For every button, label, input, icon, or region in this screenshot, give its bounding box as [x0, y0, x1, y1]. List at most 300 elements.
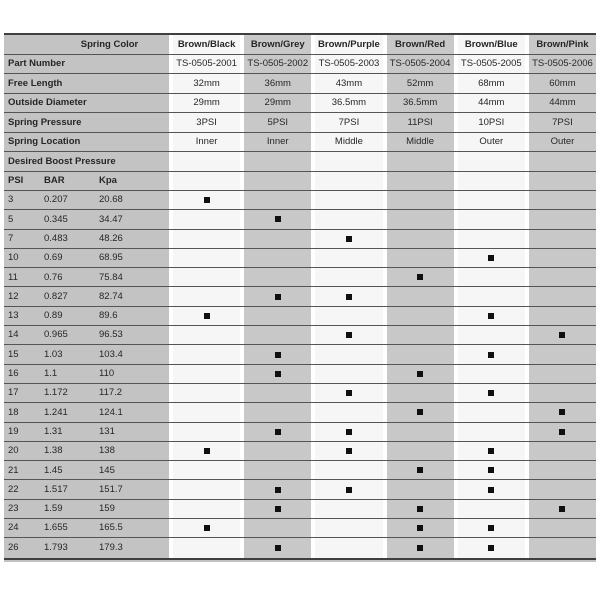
boost-label-cell: [4, 191, 169, 209]
unit-psi-header: PSI: [8, 175, 24, 186]
boost-cell: [311, 384, 382, 402]
boost-cell: [240, 249, 311, 267]
boost-label-cell: [4, 307, 169, 325]
spec-value: Inner: [266, 136, 289, 147]
selection-mark: [346, 487, 352, 493]
selection-mark: [346, 390, 352, 396]
empty-cell: [169, 152, 240, 171]
bar-value: 1.1: [44, 368, 58, 380]
boost-row: [4, 519, 596, 538]
column-header-row: [4, 35, 596, 55]
boost-cell: [169, 268, 240, 286]
boost-cell: [240, 423, 311, 441]
boost-cell: [383, 461, 454, 479]
boost-cell: [169, 384, 240, 402]
boost-cell: [311, 423, 382, 441]
selection-mark: [275, 371, 281, 377]
boost-label-cell: [4, 500, 169, 518]
kpa-value: 103.4: [99, 348, 123, 360]
column-header-brown-blue: [454, 35, 525, 54]
selection-mark: [488, 390, 494, 396]
empty-cell: [454, 152, 525, 171]
psi-value: 17: [8, 387, 19, 399]
spec-value: TS-0505-2005: [460, 58, 522, 69]
boost-cell: [525, 326, 596, 344]
boost-cell: [454, 326, 525, 344]
boost-label-cell: [4, 442, 169, 460]
boost-cell: [311, 249, 382, 267]
boost-cell: [525, 500, 596, 518]
boost-cell: [240, 326, 311, 344]
boost-cell: [454, 307, 525, 325]
boost-cell: [454, 500, 525, 518]
kpa-value: 151.7: [99, 483, 123, 495]
selection-mark: [417, 409, 423, 415]
boost-row: [4, 307, 596, 326]
boost-label-cell: [4, 230, 169, 248]
boost-row: [4, 500, 596, 519]
boost-cell: [311, 538, 382, 557]
corner-header: [4, 35, 169, 54]
spec-value: Outer: [479, 136, 504, 147]
column-header-brown-black: [169, 35, 240, 54]
empty-cell: [383, 172, 454, 191]
boost-cell: [383, 287, 454, 305]
spec-value: 68mm: [478, 77, 505, 89]
spec-row: [4, 55, 596, 75]
empty-cell: [525, 152, 596, 171]
spec-value: 60mm: [549, 77, 576, 89]
boost-cell: [311, 326, 382, 344]
boost-row: [4, 423, 596, 442]
boost-cell: [383, 442, 454, 460]
column-header-label: Brown/Grey: [250, 38, 305, 50]
boost-cell: [525, 480, 596, 498]
spec-value-cell: [383, 113, 454, 132]
unit-header-row: [4, 172, 596, 192]
boost-cell: [169, 230, 240, 248]
unit-header-cell: [4, 172, 169, 191]
selection-mark: [275, 429, 281, 435]
boost-cell: [240, 345, 311, 363]
spec-value: 44mm: [549, 97, 576, 108]
boost-label-cell: [4, 210, 169, 228]
boost-label-cell: [4, 365, 169, 383]
psi-value: 16: [8, 368, 19, 380]
spec-value: 44mm: [478, 97, 505, 108]
psi-value: 23: [8, 503, 19, 515]
boost-row: [4, 345, 596, 364]
boost-cell: [525, 538, 596, 557]
kpa-value: 20.68: [99, 194, 123, 206]
spec-value: TS-0505-2001: [176, 58, 237, 69]
psi-value: 20: [8, 445, 19, 457]
psi-value: 7: [8, 232, 14, 244]
psi-value: 19: [8, 425, 19, 437]
boost-row: [4, 326, 596, 345]
selection-mark: [559, 429, 565, 435]
spec-value: TS-0505-2004: [389, 58, 451, 69]
boost-row: [4, 230, 596, 249]
boost-row: [4, 384, 596, 403]
spec-value: 3PSI: [196, 116, 217, 128]
boost-cell: [454, 461, 525, 479]
boost-cell: [240, 480, 311, 498]
boost-cell: [525, 423, 596, 441]
boost-cell: [525, 268, 596, 286]
boost-cell: [311, 403, 382, 421]
kpa-value: 110: [99, 368, 115, 380]
spec-value-cell: [311, 94, 382, 113]
spec-value-cell: [169, 74, 240, 93]
psi-value: 21: [8, 464, 19, 476]
boost-cell: [311, 519, 382, 537]
boost-cell: [525, 287, 596, 305]
selection-mark: [346, 448, 352, 454]
bar-value: 0.76: [44, 271, 63, 283]
selection-mark: [488, 448, 494, 454]
spec-label: Spring Location: [8, 136, 81, 147]
boost-label-cell: [4, 423, 169, 441]
selection-mark: [275, 352, 281, 358]
spec-label-cell: [4, 74, 169, 93]
bar-value: 1.793: [44, 542, 68, 554]
boost-cell: [525, 345, 596, 363]
kpa-value: 138: [99, 445, 115, 457]
boost-cell: [454, 287, 525, 305]
boost-cell: [525, 210, 596, 228]
boost-cell: [311, 191, 382, 209]
boost-label-cell: [4, 268, 169, 286]
boost-cell: [311, 365, 382, 383]
spec-value: TS-0505-2006: [532, 58, 593, 69]
spec-row: [4, 94, 596, 114]
boost-row: [4, 249, 596, 268]
bar-value: 0.207: [44, 194, 68, 206]
spec-value-cell: [454, 55, 525, 74]
spec-value: 36.5mm: [402, 97, 438, 108]
boost-cell: [240, 191, 311, 209]
bar-value: 1.38: [44, 445, 63, 457]
boost-cell: [525, 519, 596, 537]
spec-value-cell: [454, 74, 525, 93]
boost-cell: [383, 403, 454, 421]
selection-mark: [275, 506, 281, 512]
unit-bar-header: BAR: [44, 175, 65, 186]
selection-mark: [275, 487, 281, 493]
boost-cell: [311, 461, 382, 479]
bar-value: 1.03: [44, 348, 63, 360]
kpa-value: 159: [99, 503, 115, 515]
spec-value-cell: [240, 74, 311, 93]
kpa-value: 34.47: [99, 213, 123, 225]
selection-mark: [204, 525, 210, 531]
boost-label-cell: [4, 249, 169, 267]
kpa-value: 165.5: [99, 522, 123, 534]
boost-cell: [454, 423, 525, 441]
boost-cell: [169, 442, 240, 460]
column-header-brown-grey: [240, 35, 311, 54]
bar-value: 0.69: [44, 252, 63, 264]
boost-cell: [240, 230, 311, 248]
boost-cell: [311, 442, 382, 460]
boost-cell: [383, 326, 454, 344]
boost-cell: [454, 365, 525, 383]
empty-cell: [454, 172, 525, 191]
boost-cell: [454, 403, 525, 421]
spec-label-cell: [4, 113, 169, 132]
boost-cell: [525, 230, 596, 248]
boost-cell: [169, 287, 240, 305]
selection-mark: [275, 545, 281, 551]
spec-value: 36mm: [264, 77, 291, 89]
spec-value: 10PSI: [478, 116, 505, 128]
boost-cell: [311, 210, 382, 228]
spec-value: Outer: [550, 136, 575, 147]
selection-mark: [417, 506, 423, 512]
spec-value-cell: [169, 94, 240, 113]
boost-cell: [311, 268, 382, 286]
bar-value: 0.827: [44, 290, 68, 302]
bar-value: 1.241: [44, 406, 68, 418]
column-header-label: Brown/Black: [177, 38, 236, 50]
selection-mark: [417, 525, 423, 531]
kpa-value: 131: [99, 425, 115, 437]
boost-cell: [383, 519, 454, 537]
spec-value: 11PSI: [407, 116, 433, 128]
boost-label-cell: [4, 403, 169, 421]
boost-cell: [383, 480, 454, 498]
boost-label-cell: [4, 326, 169, 344]
boost-cell: [240, 384, 311, 402]
spec-row: [4, 74, 596, 94]
spec-value: Middle: [406, 136, 435, 147]
boost-cell: [169, 326, 240, 344]
spec-value: 29mm: [193, 97, 220, 108]
boost-cell: [169, 423, 240, 441]
selection-mark: [417, 274, 423, 280]
kpa-value: 82.74: [99, 290, 123, 302]
selection-mark: [488, 545, 494, 551]
column-header-brown-red: [383, 35, 454, 54]
spec-value-cell: [383, 55, 454, 74]
spec-value-cell: [311, 113, 382, 132]
spec-value-cell: [383, 133, 454, 152]
section-label: Desired Boost Pressure: [8, 155, 116, 167]
boost-rows: [4, 191, 596, 558]
selection-mark: [559, 506, 565, 512]
selection-mark: [488, 467, 494, 473]
boost-cell: [240, 500, 311, 518]
boost-row: [4, 442, 596, 461]
spec-label-cell: [4, 133, 169, 152]
boost-cell: [311, 287, 382, 305]
kpa-value: 124.1: [99, 406, 123, 418]
boost-row: [4, 365, 596, 384]
psi-value: 12: [8, 290, 19, 302]
empty-cell: [169, 172, 240, 191]
boost-row: [4, 268, 596, 287]
psi-value: 3: [8, 194, 14, 206]
section-label-cell: [4, 152, 169, 171]
spec-label-cell: [4, 55, 169, 74]
column-header-label: Brown/Red: [395, 38, 446, 50]
boost-row: [4, 191, 596, 210]
spec-value: 52mm: [406, 77, 434, 89]
boost-cell: [169, 403, 240, 421]
boost-cell: [169, 519, 240, 537]
boost-cell: [454, 268, 525, 286]
empty-cell: [311, 172, 382, 191]
kpa-value: 68.95: [99, 252, 123, 264]
spec-value: Inner: [195, 136, 218, 147]
psi-value: 14: [8, 329, 19, 341]
bar-value: 1.655: [44, 522, 68, 534]
boost-cell: [383, 307, 454, 325]
boost-cell: [454, 249, 525, 267]
spec-value-cell: [525, 113, 596, 132]
psi-value: 15: [8, 348, 19, 360]
boost-cell: [169, 191, 240, 209]
boost-cell: [169, 538, 240, 557]
selection-mark: [204, 448, 210, 454]
column-header-brown-pink: [525, 35, 596, 54]
spec-label: Outside Diameter: [8, 97, 87, 108]
boost-cell: [383, 191, 454, 209]
selection-mark: [488, 487, 494, 493]
spec-value-cell: [525, 94, 596, 113]
boost-cell: [525, 307, 596, 325]
selection-mark: [488, 313, 494, 319]
selection-mark: [559, 409, 565, 415]
boost-cell: [169, 210, 240, 228]
kpa-value: 48.26: [99, 232, 123, 244]
boost-label-cell: [4, 345, 169, 363]
boost-cell: [311, 480, 382, 498]
boost-cell: [525, 365, 596, 383]
selection-mark: [346, 294, 352, 300]
boost-cell: [240, 287, 311, 305]
spec-value-cell: [311, 74, 382, 93]
spec-value: 36.5mm: [331, 97, 367, 108]
boost-row: [4, 287, 596, 306]
spec-rows: [4, 55, 596, 153]
spring-selection-table: [4, 33, 596, 560]
spec-value-cell: [240, 133, 311, 152]
boost-label-cell: [4, 287, 169, 305]
spec-value-cell: [169, 55, 240, 74]
boost-label-cell: [4, 538, 169, 557]
boost-label-cell: [4, 461, 169, 479]
selection-mark: [417, 545, 423, 551]
column-header-label: Brown/Blue: [464, 38, 518, 50]
boost-cell: [311, 345, 382, 363]
spec-value-cell: [454, 133, 525, 152]
column-header-brown-purple: [311, 35, 382, 54]
boost-cell: [311, 500, 382, 518]
bar-value: 0.89: [44, 310, 63, 322]
boost-row: [4, 461, 596, 480]
selection-mark: [275, 294, 281, 300]
kpa-value: 145: [99, 464, 115, 476]
bar-value: 0.965: [44, 329, 68, 341]
boost-cell: [383, 384, 454, 402]
boost-cell: [383, 210, 454, 228]
boost-cell: [383, 268, 454, 286]
kpa-value: 89.6: [99, 310, 118, 322]
column-header-label: Brown/Purple: [318, 38, 380, 50]
boost-label-cell: [4, 480, 169, 498]
boost-cell: [454, 442, 525, 460]
spec-value-cell: [240, 113, 311, 132]
bar-value: 1.45: [44, 464, 63, 476]
selection-mark: [346, 429, 352, 435]
psi-value: 11: [8, 271, 18, 283]
empty-cell: [240, 172, 311, 191]
spec-value: 5PSI: [267, 116, 289, 128]
selection-mark: [559, 332, 565, 338]
spec-label: Spring Pressure: [8, 116, 82, 128]
bar-value: 1.59: [44, 503, 63, 515]
boost-cell: [240, 519, 311, 537]
spec-label: Free Length: [8, 77, 63, 89]
boost-cell: [169, 345, 240, 363]
boost-cell: [525, 384, 596, 402]
boost-cell: [525, 403, 596, 421]
selection-mark: [488, 525, 494, 531]
boost-cell: [240, 442, 311, 460]
boost-cell: [240, 365, 311, 383]
spec-label: Part Number: [8, 58, 66, 69]
boost-label-cell: [4, 384, 169, 402]
boost-cell: [454, 210, 525, 228]
empty-cell: [311, 152, 382, 171]
boost-row: [4, 480, 596, 499]
boost-cell: [454, 230, 525, 248]
boost-cell: [169, 480, 240, 498]
selection-mark: [346, 236, 352, 242]
boost-cell: [454, 538, 525, 557]
selection-mark: [488, 255, 494, 261]
empty-cell: [240, 152, 311, 171]
selection-mark: [488, 352, 494, 358]
kpa-value: 117.2: [99, 387, 123, 399]
spec-value: 7PSI: [552, 116, 573, 128]
bar-value: 1.517: [44, 483, 68, 495]
boost-cell: [454, 519, 525, 537]
boost-cell: [525, 249, 596, 267]
spec-value: TS-0505-2002: [247, 58, 309, 69]
boost-cell: [169, 249, 240, 267]
psi-value: 13: [8, 310, 19, 322]
boost-cell: [311, 230, 382, 248]
boost-cell: [169, 365, 240, 383]
boost-cell: [454, 480, 525, 498]
spec-value: 7PSI: [338, 116, 360, 128]
boost-cell: [383, 423, 454, 441]
spec-value-cell: [525, 55, 596, 74]
selection-mark: [204, 197, 210, 203]
psi-value: 26: [8, 542, 19, 554]
bar-value: 1.172: [44, 387, 68, 399]
spec-value-cell: [525, 74, 596, 93]
empty-cell: [383, 152, 454, 171]
boost-cell: [383, 249, 454, 267]
spec-label-cell: [4, 94, 169, 113]
section-row: [4, 152, 596, 172]
spec-value-cell: [169, 113, 240, 132]
boost-cell: [454, 191, 525, 209]
